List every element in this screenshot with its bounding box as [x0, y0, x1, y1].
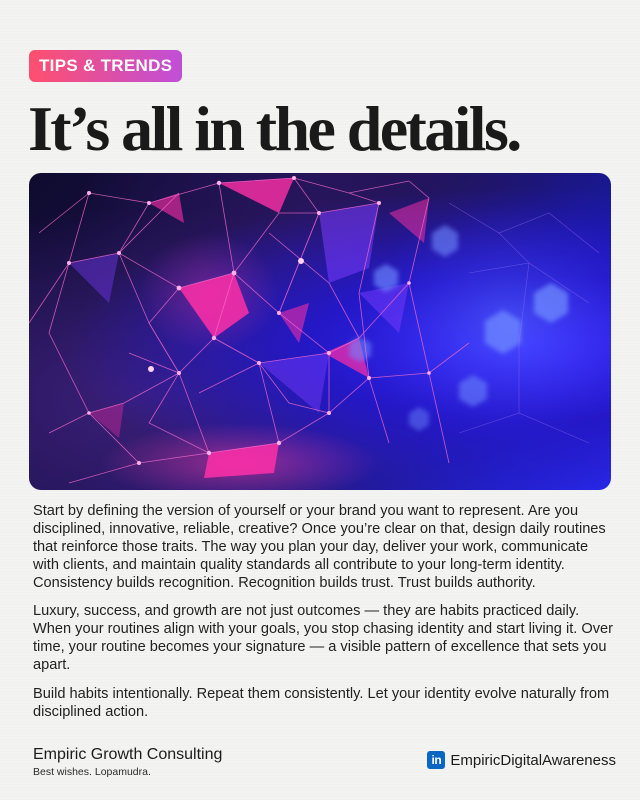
signoff-text: Best wishes. Lopamudra.: [33, 766, 151, 778]
linkedin-handle: EmpiricDigitalAwareness: [450, 751, 616, 769]
body-paragraph-3: Build habits intentionally. Repeat them consistently. Let your identity evolve naturally from disciplined action.: [33, 686, 610, 720]
headline: It’s all in the details.: [28, 93, 520, 164]
network-mesh-graphic: [29, 173, 611, 490]
body-paragraph-1: Start by defining the version of yourself or your brand you want to represent. Are you disciplined, innovative, reliable, creative? Once you’re clear on that, design daily routines that reinforce those traits. The way you plan your day, deliver your work, communicate with clients, and maintain quality standards all contribute to your long-term identity. Consistency builds recognition. Recognition builds trust. Trust builds authority.: [33, 503, 606, 591]
linkedin-icon: in: [427, 751, 445, 769]
company-name: Empiric Growth Consulting: [33, 746, 223, 763]
category-badge: TIPS & TRENDS: [29, 50, 182, 82]
linkedin-link[interactable]: [427, 751, 616, 769]
hero-image: [29, 173, 611, 490]
body-paragraph-2: Luxury, success, and growth are not just outcomes — they are habits practiced daily. When your routines align with your goals, you stop chasing identity and start living it. Over time, your routine becomes your signature — a visible pattern of excellence that sets you apart.: [33, 603, 613, 673]
